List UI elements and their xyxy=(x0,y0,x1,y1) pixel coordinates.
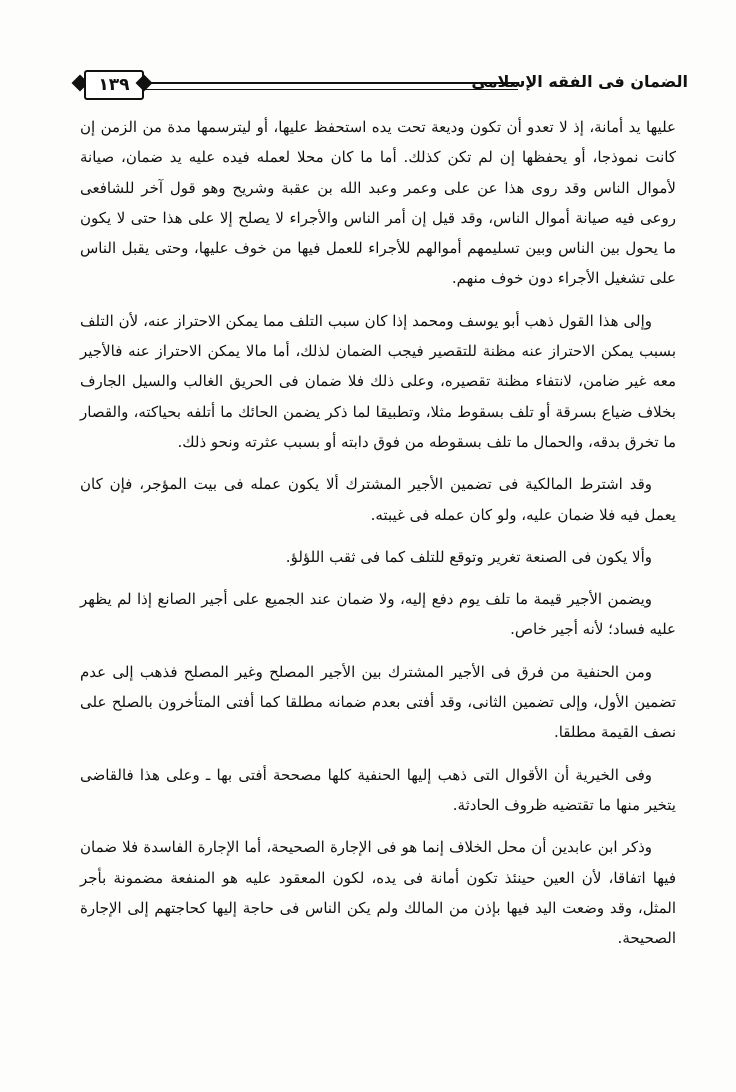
paragraph: ويضمن الأجير قيمة ما تلف يوم دفع إليه، ولا ضمان عند الجميع على أجير الصانع إذا لم يظهر عليه فساد؛ لأنه أجير خاص. xyxy=(80,590,676,639)
paragraph: وذكر ابن عابدين أن محل الخلاف إنما هو فى الإجارة الصحيحة، أما الإجارة الفاسدة فلا ضمان فيها اتفاقا، لأن العين حينئذ تكون أمانة فى يده، لكون المعقود عليه هو المنفعة مضمونة بأجر المثل، وقد وضعت اليد فيها بإذن من المالك ولم يكن الناس فى حاجة إليها كحاجتهم إلى الإجارة الصحيحة. xyxy=(80,838,676,948)
header-rule xyxy=(144,82,518,90)
paragraph: وفى الخيرية أن الأقوال التى ذهب إليها الحنفية كلها مصححة أفتى بها ـ وعلى هذا فالقاضى يتخير منها ما تقتضيه ظروف الحادثة. xyxy=(80,765,676,814)
paragraph: ومن الحنفية من فرق فى الأجير المشترك بين الأجير المصلح وغير المصلح فذهب إلى عدم تضمين الأول، وإلى تضمين الثانى، وقد أفتى بعدم ضمانه مطلقا كما أفتى المتأخرون بالصلح على نصف القيمة مطلقا. xyxy=(80,662,676,742)
paragraph: وإلى هذا القول ذهب أبو يوسف ومحمد إذا كان سبب التلف مما يمكن الاحتراز عنه، لأن التلف بسبب يمكن الاحتراز عنه مظنة للتقصير فيجب الضمان لذلك، أما مالا يمكن الاحتراز عنه فالأجير معه غير ضامن، لانتفاء مظنة تقصيره، وعلى ذلك فلا ضمان فى الحريق الغالب والسيل الجارف بخلاف ضياع بسرقة أو تلف بسقوط مثلا، وتطبيقا لما ذكر يضمن الحائك ما أتلفه بحياكته، والقصار ما تخرق بدقه، والحمال ما تلف بسقوطه من فوق دابته أو بسبب عثرته ونحو ذلك. xyxy=(80,311,676,451)
paragraph: وألا يكون فى الصنعة تغرير وتوقع للتلف كما فى ثقب اللؤلؤ. xyxy=(285,547,652,566)
paragraph: وقد اشترط المالكية فى تضمين الأجير المشترك ألا يكون عمله فى بيت المؤجر، فإن كان يعمل فيه فلا ضمان عليه، ولو كان عمله فى غيبته. xyxy=(80,475,676,524)
page-number: ١٣٩ xyxy=(84,70,144,100)
paragraph: عليها يد أمانة، إذ لا تعدو أن تكون وديعة تحت يده استحفظ عليها، أو ليترسمها مدة من الزمن إن كانت نموذجا، أو يحفظها إن لم تكن كذلك. أما ما كان محلا لعمله فيده عليه يد ضمان، صيانة لأموال الناس وقد روى هذا عن على وعمر وعبد الله بن عقبة وشريح وهو قول آخر للشافعى روعى فيه صيانة أموال الناس، وقد قيل إن أمر الناس والأجراء لا يصلح إلا على هذا حتى لا يكون ما يحول بين الناس وبين تسليمهم أموالهم للأجراء للعمل فيها من خوف عليها، وحتى يقبل الناس على تشغيل الأجراء دون خوف منهم. xyxy=(80,118,676,288)
running-header xyxy=(74,68,688,104)
body-text xyxy=(80,112,676,965)
book-title: الضمان فى الفقه الإسلامى xyxy=(471,72,688,91)
